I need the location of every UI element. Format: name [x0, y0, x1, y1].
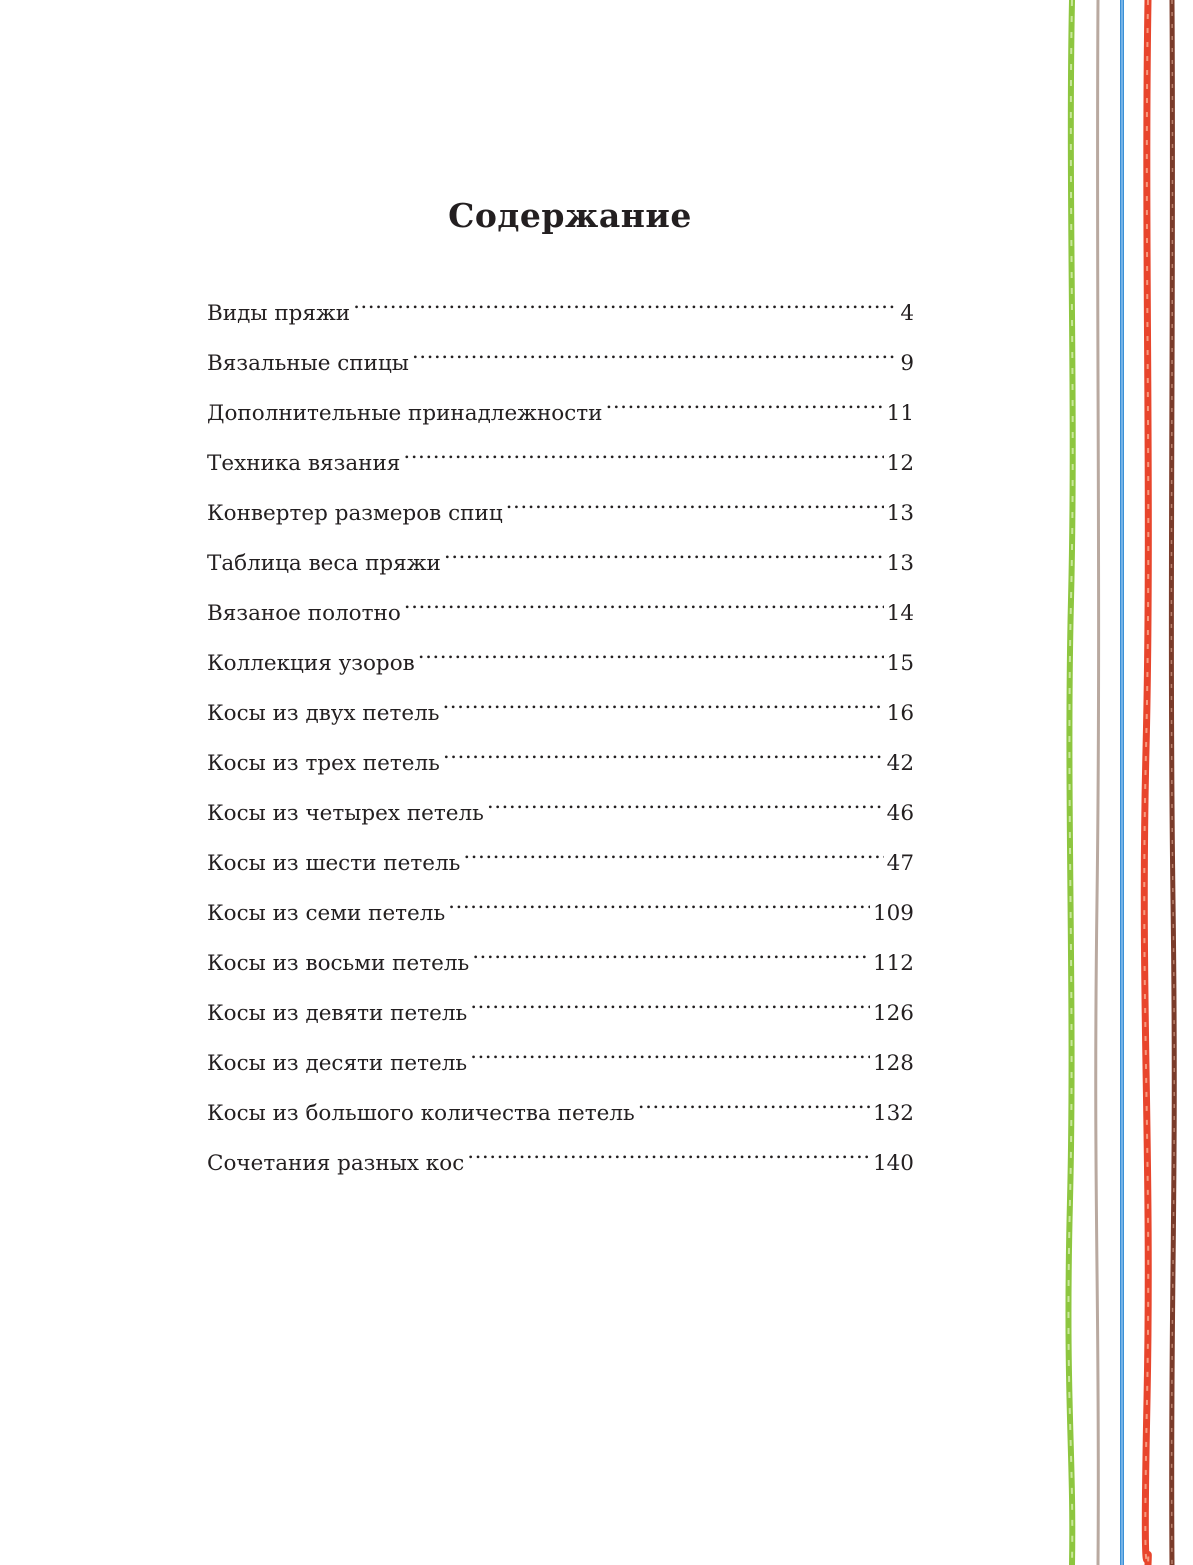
toc-entry-page: 12	[886, 451, 914, 476]
toc-entry-page: 126	[872, 1001, 914, 1026]
toc-entry-page: 112	[872, 951, 914, 976]
toc-entry-page: 140	[872, 1151, 914, 1176]
toc-entry-label: Косы из большого количества петель	[207, 1101, 635, 1126]
toc-entry-label: Виды пряжи	[207, 301, 351, 326]
toc-entry-label: Косы из четырех петель	[207, 801, 484, 826]
toc-entry-page: 11	[886, 401, 914, 426]
toc-leader-dots	[448, 876, 870, 920]
toc-entry-label: Конвертер размеров спиц	[207, 501, 503, 526]
toc-entry-label: Таблица веса пряжи	[207, 551, 441, 576]
toc-leader-dots	[442, 676, 883, 720]
toc-leader-dots	[412, 326, 897, 370]
toc-entry-page: 109	[872, 901, 914, 926]
toc-entry-page: 42	[886, 751, 914, 776]
toc-entry-label: Коллекция узоров	[207, 651, 415, 676]
toc-entry-page: 13	[886, 551, 914, 576]
toc-entry-label: Косы из трех петель	[207, 751, 440, 776]
toc-leader-dots	[463, 826, 883, 870]
toc-entry-page: 14	[886, 601, 914, 626]
toc-entry-page: 16	[886, 701, 914, 726]
toc-entry-label: Техника вязания	[207, 451, 401, 476]
toc-leader-dots	[606, 376, 884, 420]
toc-entry-label: Косы из двух петель	[207, 701, 440, 726]
toc-leader-dots	[444, 526, 884, 570]
toc-leader-dots	[472, 926, 870, 970]
toc-entry-label: Вязаное полотно	[207, 601, 401, 626]
toc-leader-dots	[638, 1076, 870, 1120]
toc-entry-label: Косы из десяти петель	[207, 1051, 468, 1076]
page-title: Содержание	[448, 196, 692, 235]
toc-leader-dots	[470, 976, 870, 1020]
toc-leader-dots	[443, 726, 884, 770]
toc-entry-label: Вязальные спицы	[207, 351, 409, 376]
toc-entry-label: Косы из шести петель	[207, 851, 461, 876]
toc-entry-page: 15	[886, 651, 914, 676]
toc-leader-dots	[470, 1026, 870, 1070]
toc-leader-dots	[506, 476, 884, 520]
toc-leader-dots	[404, 576, 884, 620]
toc-entry[interactable]	[207, 276, 914, 326]
toc-leader-dots	[467, 1126, 870, 1170]
thread-beige	[1096, 0, 1099, 1565]
toc-entry-label: Косы из девяти петель	[207, 1001, 468, 1026]
toc-entry-page: 9	[900, 351, 914, 376]
toc-entry-page: 4	[900, 301, 914, 326]
toc-entry-page: 47	[886, 851, 914, 876]
toc-leader-dots	[403, 426, 883, 470]
toc-entry-label: Дополнительные принадлежности	[207, 401, 603, 426]
toc-entry-page: 128	[872, 1051, 914, 1076]
toc-entry-label: Косы из семи петель	[207, 901, 446, 926]
toc-leader-dots	[418, 626, 884, 670]
table-of-contents	[207, 276, 914, 1176]
toc-entry-label: Сочетания разных кос	[207, 1151, 465, 1176]
toc-entry-page: 132	[872, 1101, 914, 1126]
toc-entry-page: 13	[886, 501, 914, 526]
toc-entry-label: Косы из восьми петель	[207, 951, 470, 976]
yarn-threads-icon	[1060, 0, 1193, 1565]
toc-leader-dots	[487, 776, 884, 820]
toc-leader-dots	[353, 276, 897, 320]
toc-entry-page: 46	[886, 801, 914, 826]
